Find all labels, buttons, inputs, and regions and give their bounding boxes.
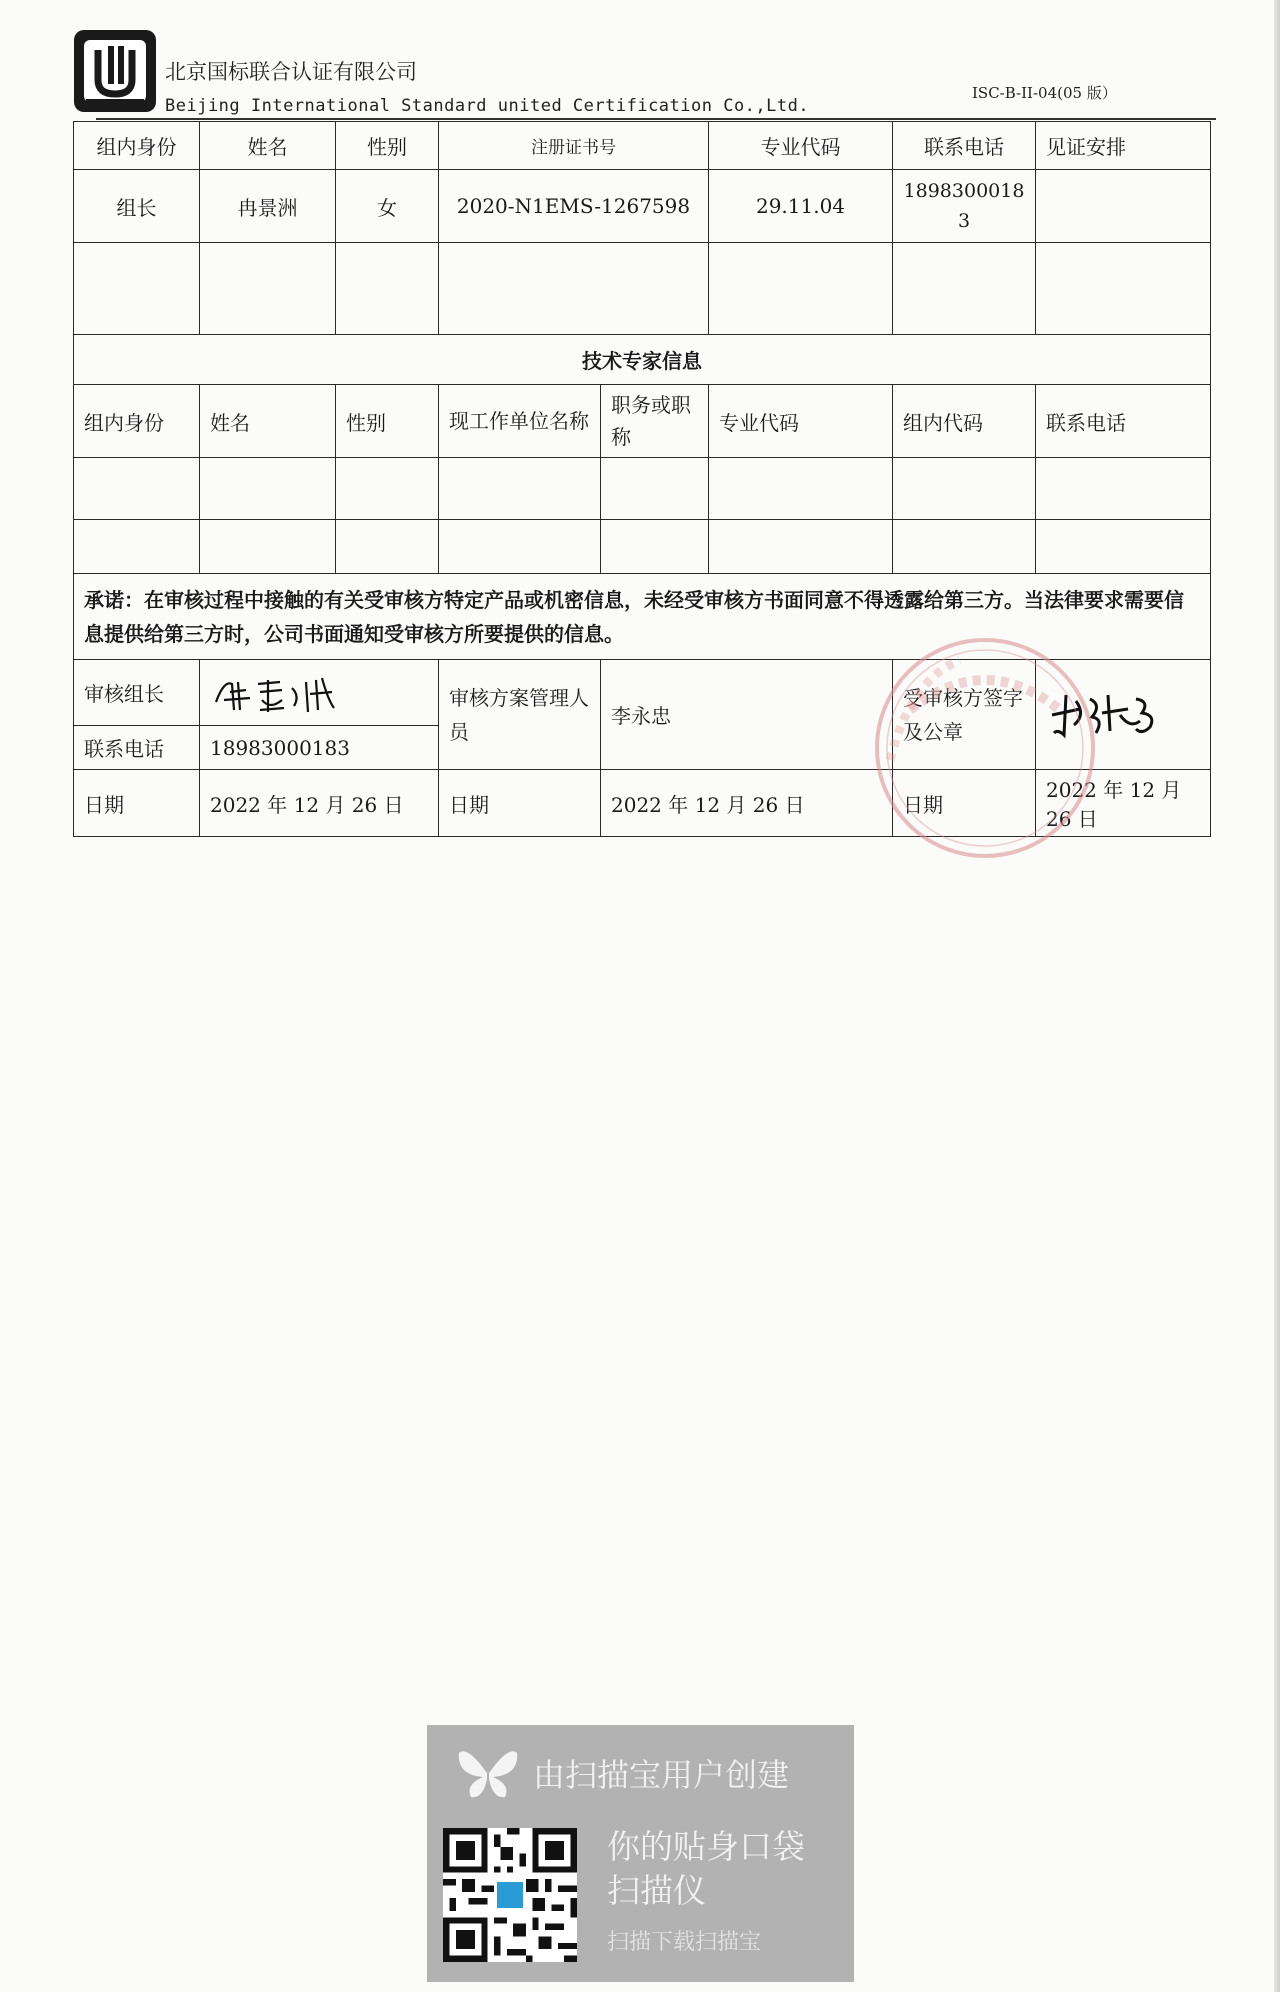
- page-edge-shadow: [1274, 0, 1280, 1992]
- plan-manager-label: 审核方案管理人员: [439, 660, 601, 770]
- team-witness: [1036, 170, 1211, 243]
- date-label-1: 日期: [74, 770, 200, 837]
- table-row: [74, 170, 1211, 243]
- phone-label: 联系电话: [74, 726, 200, 770]
- expert-header-name: 姓名: [200, 385, 336, 458]
- table-row: [74, 520, 1211, 574]
- team-gender: 女: [336, 170, 439, 243]
- expert-header-phone: 联系电话: [1036, 385, 1211, 458]
- empty-cell: [439, 243, 709, 335]
- scanner-watermark: [427, 1725, 854, 1982]
- qr-code[interactable]: [443, 1828, 577, 1962]
- document-code: ISC-B-II-04(05 版）: [972, 84, 1117, 102]
- date-value-2: 2022 年 12 月 26 日: [601, 770, 893, 837]
- plan-manager-value: 李永忠: [601, 660, 893, 770]
- expert-header-title: 职务或职称: [601, 385, 709, 458]
- watermark-download[interactable]: 扫描下载扫描宝: [607, 1930, 762, 1955]
- date-value-1: 2022 年 12 月 26 日: [200, 770, 439, 837]
- team-phone: 18983000183: [893, 170, 1036, 243]
- header-name: 姓名: [200, 122, 336, 170]
- expert-header-role: 组内身份: [74, 385, 200, 458]
- team-specialty-code: 29.11.04: [709, 170, 893, 243]
- team-cert-no: 2020-N1EMS-1267598: [439, 170, 709, 243]
- header-gender: 性别: [336, 122, 439, 170]
- empty-cell: [709, 243, 893, 335]
- date-value-3: 2022 年 12 月 26 日: [1036, 770, 1211, 837]
- empty-cell: [336, 243, 439, 335]
- team-name: 冉景洲: [200, 170, 336, 243]
- table-row: [74, 458, 1211, 520]
- leader-signature: [210, 670, 340, 716]
- empty-cell: [74, 243, 200, 335]
- team-role: 组长: [74, 170, 200, 243]
- empty-cell: [1036, 243, 1211, 335]
- header-divider: [96, 118, 1216, 120]
- date-label-3: 日期: [893, 770, 1036, 837]
- confidentiality-promise: 承诺：在审核过程中接触的有关受审核方特定产品或机密信息，未经受审核方书面同意不得透露给第三方。当法律要求需要信息提供给第三方时，公司书面通知受审核方所要提供的信息。: [74, 574, 1211, 660]
- company-seal-stamp: [850, 630, 1120, 860]
- butterfly-icon: [457, 1745, 519, 1801]
- company-logo-icon: [72, 28, 158, 114]
- expert-header-row: [74, 385, 1211, 458]
- header-role: 组内身份: [74, 122, 200, 170]
- auditee-label: 受审核方签字及公章: [893, 660, 1036, 770]
- expert-header-employer: 现工作单位名称: [439, 385, 601, 458]
- leader-label: 审核组长: [74, 660, 200, 726]
- company-name-cn: 北京国标联合认证有限公司: [165, 60, 417, 84]
- watermark-created-by: 由扫描宝用户创建: [533, 1756, 790, 1794]
- expert-header-specialty-code: 专业代码: [709, 385, 893, 458]
- watermark-tagline: 你的贴身口袋扫描仪: [607, 1827, 805, 1910]
- team-header-row: [74, 122, 1211, 170]
- header-specialty-code: 专业代码: [709, 122, 893, 170]
- leader-signature-cell: [200, 660, 439, 726]
- date-label-2: 日期: [439, 770, 601, 837]
- header-cert-no: 注册证书号: [439, 122, 709, 170]
- expert-header-group-code: 组内代码: [893, 385, 1036, 458]
- expert-section-title: 技术专家信息: [74, 335, 1211, 385]
- phone-value: 18983000183: [200, 726, 439, 770]
- header-witness: 见证安排: [1036, 122, 1211, 170]
- company-name-en: Beijing International Standard united Certification Co.,Ltd.: [165, 96, 810, 116]
- empty-cell: [200, 243, 336, 335]
- table-row: [74, 243, 1211, 335]
- expert-header-gender: 性别: [336, 385, 439, 458]
- header-phone: 联系电话: [893, 122, 1036, 170]
- empty-cell: [893, 243, 1036, 335]
